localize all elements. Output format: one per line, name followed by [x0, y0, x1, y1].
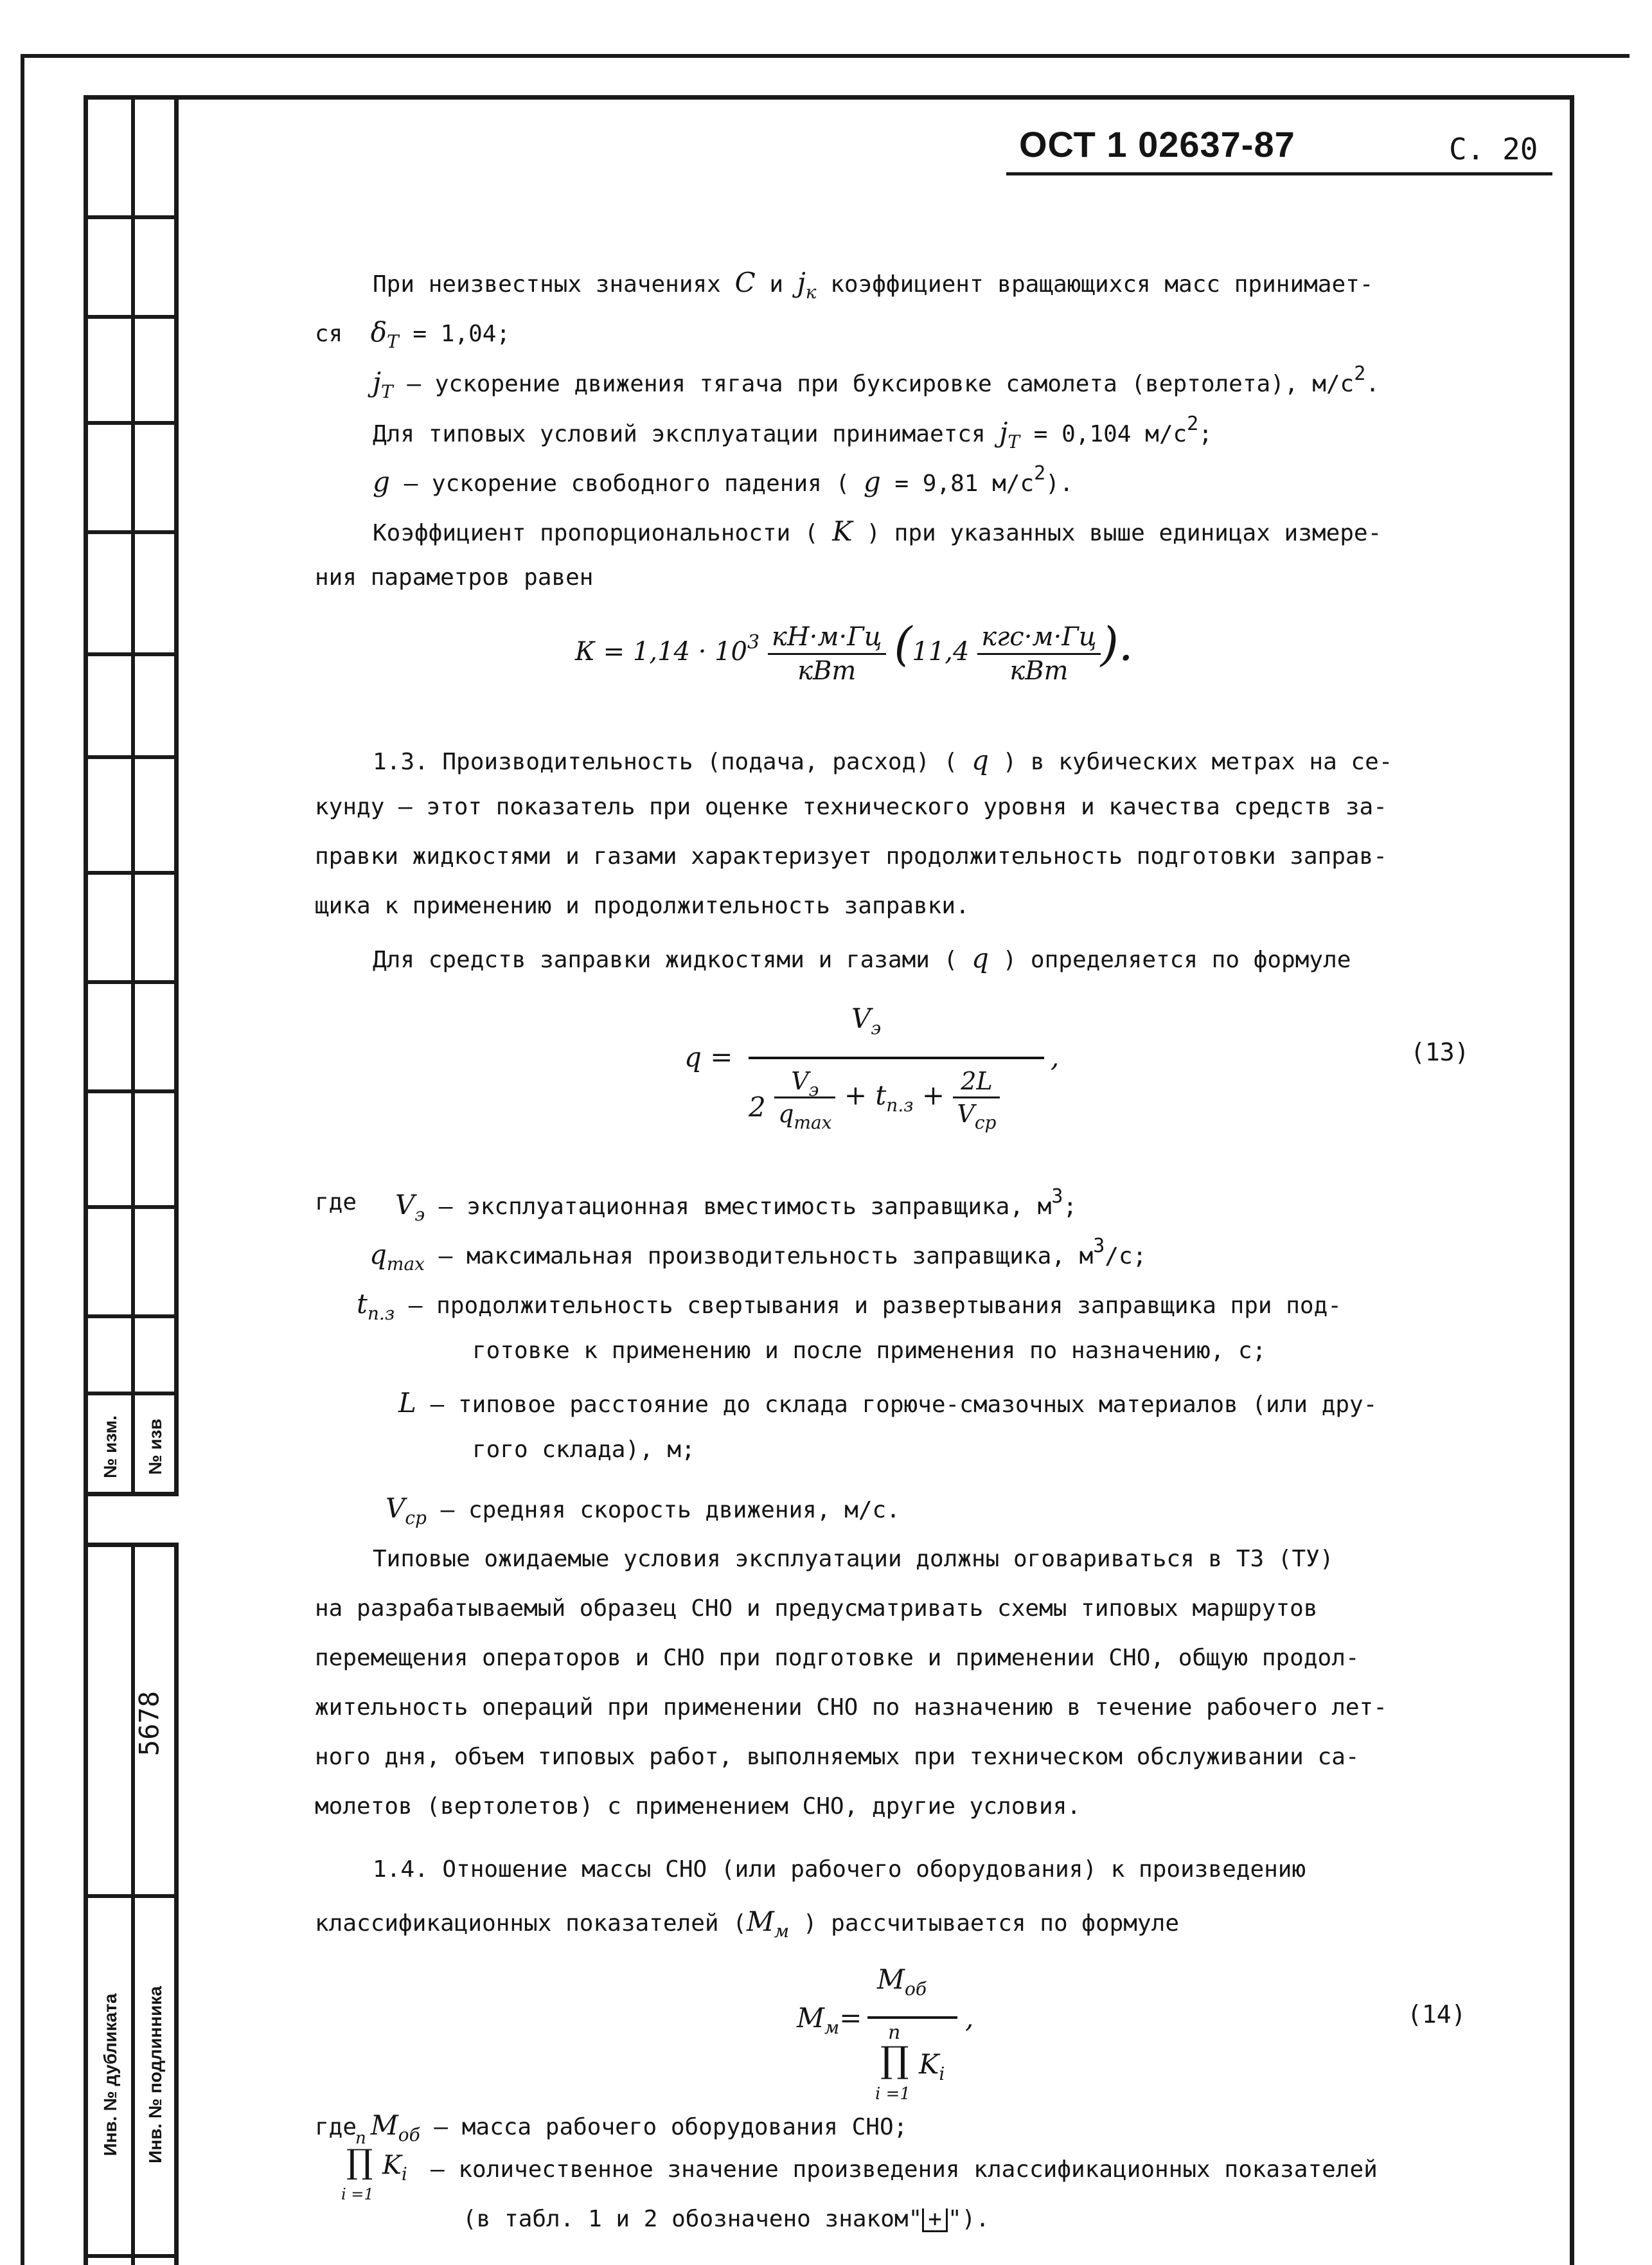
product-lower-limit: i =1 [875, 2084, 910, 2104]
product-upper-limit: n [355, 2129, 366, 2148]
text-line: $j_Т$ – ускорение движения тягача при буксировке самолета (вертолета), $м/с^2$. [373, 363, 1380, 402]
product-lower-limit: i =1 [341, 2185, 374, 2203]
subscript: Т [1008, 431, 1020, 452]
plus: + [921, 1079, 945, 1111]
text-segment: – максимальная производительность заправщика, м [438, 1243, 1094, 1269]
plus: + [844, 1079, 867, 1111]
fraction-numerator: 2L [953, 1067, 1000, 1098]
product-upper-limit: n [888, 2021, 901, 2044]
fraction-bar [867, 2016, 957, 2019]
text-segment: – продолжительность свертывания и развертывания заправщика при под- [408, 1293, 1342, 1319]
formula-paren: ). [1100, 617, 1133, 671]
symbol-K: K [832, 515, 853, 547]
sub-fraction [774, 1067, 835, 1133]
sign-plus-boxed [922, 2208, 948, 2232]
formula-k [575, 617, 1133, 686]
symbol-q: q [972, 942, 989, 974]
superscript: 2 [1187, 413, 1199, 435]
revision-stamp [84, 95, 179, 1496]
subscript: п.з [367, 1303, 395, 1324]
text-segment: – средняя скорость движения, м/с. [440, 1497, 900, 1523]
symbol-g: g [863, 466, 881, 497]
symbol-j: j [373, 366, 382, 398]
symbol-M: M [746, 1906, 774, 1937]
text-segment: = 1,04; [413, 321, 511, 347]
stamp-inv-number: 5678 [133, 1690, 165, 1757]
subscript: Т [387, 331, 399, 352]
symbol-V: V [395, 1189, 415, 1221]
text-segment: ) определяется по формуле [1002, 947, 1351, 973]
fraction-denominator [774, 1098, 835, 1133]
symbol-L: L [398, 1387, 416, 1419]
stamp-label-podl: Инв. № подлинника [145, 1986, 165, 2163]
text-segment: /с; [1105, 1243, 1147, 1269]
text-line: перемещения операторов и СНО при подготовке и применении СНО, общую продол- [315, 1645, 1360, 1671]
superscript: 2 [1354, 363, 1366, 385]
text-segment: "). [947, 2206, 990, 2232]
text-line [315, 316, 511, 352]
subscript: к [805, 282, 817, 303]
stamp-row-line [88, 1894, 174, 1898]
text-line [373, 515, 1381, 547]
var-q: q [778, 1100, 794, 1128]
definition-line [357, 1288, 1342, 1324]
stamp-row-line [88, 755, 174, 759]
formula-comma: , [1051, 1041, 1060, 1073]
stamp-row-line [88, 530, 174, 534]
text-segment: При неизвестных значениях [373, 271, 721, 298]
symbol-q: q [369, 1239, 387, 1270]
text-segment: 1.3. Производительность (подача, расход) ( [373, 749, 958, 775]
text-line [373, 942, 1351, 974]
header-rule [1006, 172, 1552, 175]
var-V: V [791, 1067, 809, 1095]
text-line: g – ускорение свободного падения ( g = 9,81 $м/с^2$). [373, 462, 1074, 497]
definition-line [369, 1235, 1147, 1275]
symbol-q: q [972, 744, 989, 776]
fraction-numerator: кгс·м·Гц [977, 622, 1101, 655]
var-t: t [875, 1079, 887, 1111]
text-line: Для типовых условий эксплуатации принимается $j_Т = 0,104$ $м/с^2$; [373, 413, 1212, 452]
stamp-label-izm: № изм. [100, 1415, 120, 1478]
text-line [315, 564, 593, 591]
formula-paren: ( [894, 617, 912, 671]
text-segment: Для типовых условий эксплуатации принимается [373, 421, 986, 447]
formula-comma: , [965, 2002, 974, 2034]
text-line: жительность операций при применении СНО по назначению в течение рабочего лет- [315, 1694, 1387, 1721]
subscript: ср [405, 1507, 427, 1528]
stamp-row-line [88, 315, 174, 319]
sign-plus-char: + [928, 2206, 942, 2232]
stamp-row-line [88, 1392, 174, 1395]
text-segment: – ускорение движения тягача при буксировке самолета (вертолета), м/с [407, 371, 1354, 397]
text-segment: – типовое расстояние до склада горюче-смазочных материалов (или дру- [430, 1392, 1378, 1418]
text-line: ного дня, объем типовых работ, выполняемых при техническом обслуживании са- [315, 1744, 1360, 1770]
stamp-label-izv: № изв [145, 1419, 165, 1475]
text-line: 1.4. Отношение массы СНО (или рабочего оборудования) к произведению [373, 1856, 1306, 1883]
subscript: ср [974, 1112, 997, 1133]
fraction-denominator [953, 1098, 1000, 1133]
text-line: Типовые ожидаемые условия эксплуатации должны оговариваться в ТЗ (ТУ) [373, 1546, 1334, 1572]
stamp-row-line [88, 215, 174, 219]
text-line: правки жидкостями и газами характеризует продолжительность подготовки заправ- [315, 843, 1387, 870]
formula-denominator [869, 2021, 965, 2105]
subscript: м [824, 2017, 840, 2038]
stamp-row-line [88, 421, 174, 425]
superscript: 3 [1051, 1185, 1063, 1208]
fraction-numerator [774, 1067, 835, 1098]
subscript: об [398, 2124, 420, 2145]
text-segment: коэффициент вращающихся масс принимает- [830, 271, 1374, 298]
text-segment: – количественное значение произведения классификационных показателей [431, 2156, 1378, 2183]
text-line [315, 1189, 357, 1215]
formula-fraction [768, 622, 886, 686]
definition-line [398, 1387, 1377, 1419]
fraction-denominator: кВт [1009, 656, 1069, 686]
subscript: i [401, 2163, 407, 2185]
formula-numerator [851, 1003, 882, 1039]
symbol-delta: δ [370, 316, 387, 348]
stamp-label-dubl: Инв. № дубликата [100, 1993, 120, 2156]
page-number: С. 20 [1449, 132, 1538, 166]
formula-denominator [749, 1067, 1000, 1133]
equation-number: (13) [1410, 1038, 1470, 1066]
text-line [463, 2206, 990, 2232]
var-K [382, 2151, 407, 2185]
sub-fraction [953, 1067, 1000, 1133]
text-segment: ния параметров равен [315, 564, 594, 591]
subscript: i [939, 2063, 945, 2084]
text-line: молетов (вертолетов) с применением СНО, другие условия. [315, 1793, 1081, 1820]
stamp-row-line [88, 1089, 174, 1093]
fraction-numerator: кН·м·Гц [768, 622, 886, 655]
stamp-row-line [88, 1205, 174, 1209]
text-line: щика к применению и продолжительность заправки. [315, 893, 970, 919]
coefficient: 2 [749, 1091, 766, 1123]
symbol-M: M [370, 2109, 398, 2141]
stamp-row-line [88, 2254, 174, 2258]
subscript: об [905, 1978, 927, 2000]
symbol-g: g [373, 466, 390, 497]
stamp-divider [131, 100, 135, 1492]
product-sign: ∏ [880, 2039, 909, 2081]
inventory-stamp [84, 1543, 179, 2265]
text-line [373, 267, 1374, 303]
superscript: 3 [1093, 1235, 1105, 1257]
text-segment: = 0,104 м/с [1033, 421, 1187, 447]
symbol-j: j [999, 416, 1008, 448]
formula-lhs: q = [684, 1041, 733, 1073]
formula-coefficient: 11,4 [912, 637, 970, 667]
subscript: э [808, 1079, 819, 1100]
text-segment: – эксплуатационная вместимость заправщика, м [438, 1194, 1052, 1220]
var-K [919, 2048, 945, 2084]
product-sign: ∏ [346, 2143, 373, 2181]
formula-exponent: 3 [747, 631, 760, 654]
fraction-bar [749, 1057, 1044, 1059]
product-symbol-block [337, 2129, 414, 2206]
formula-lhs: К = 1,14 · 10 [575, 637, 748, 667]
text-segment: ся [315, 321, 343, 347]
subscript: max [794, 1112, 832, 1133]
text-line: гого склада), м; [472, 1437, 695, 1463]
symbol-t: t [357, 1288, 368, 1320]
text-line: готовке к применению и после применения по назначению, с; [472, 1338, 1266, 1364]
subscript: э [871, 1017, 882, 1039]
text-segment: где [315, 1189, 357, 1215]
text-line: кунду – этот показатель при оценке технического уровня и качества средств за- [315, 794, 1387, 820]
subscript: Т [381, 381, 393, 402]
text-line: на разрабатываемый образец СНО и предусматривать схемы типовых маршрутов [315, 1595, 1318, 1622]
text-segment: классификационных показателей ( [315, 1910, 747, 1937]
text-segment: где [315, 2114, 357, 2140]
superscript: 2 [1034, 462, 1046, 485]
symbol-c: C [734, 267, 756, 298]
subscript: э [414, 1204, 425, 1225]
stamp-row-line [88, 1314, 174, 1318]
var-M: M [797, 2002, 825, 2034]
text-segment: ) при указанных выше единицах измере- [866, 520, 1382, 546]
formula-fraction [977, 622, 1101, 686]
text-segment: и [769, 271, 784, 298]
text-segment: Для средств заправки жидкостями и газами ( [373, 947, 958, 973]
text-segment: = 9,81 м/с [894, 470, 1035, 497]
stamp-row-line [88, 871, 174, 875]
var-V: V [957, 1100, 975, 1128]
symbol-j: j [797, 267, 806, 298]
symbol-V: V [386, 1492, 405, 1524]
var-K-letter: K [919, 2048, 939, 2080]
formula-lhs [797, 2002, 862, 2038]
stamp-divider [131, 1547, 135, 2265]
text-segment: ) рассчитывается по формуле [803, 1910, 1180, 1937]
var-V: V [851, 1003, 871, 1034]
document-code: ОСТ 1 02637-87 [1019, 124, 1295, 165]
fraction-denominator: кВт [797, 656, 857, 686]
text-segment: – масса рабочего оборудования СНО; [434, 2114, 908, 2140]
subscript: max [386, 1253, 425, 1275]
subscript: м [774, 1920, 790, 1942]
subscript: п.з [886, 1094, 914, 1116]
var-M: M [877, 1964, 905, 1995]
equation-number: (14) [1407, 2000, 1466, 2028]
stamp-row-line [88, 980, 174, 984]
definition-line: $V_э$ – эксплуатационная вместимость заправщика, $м^3$; [395, 1185, 1078, 1225]
text-line [315, 1906, 1180, 1942]
text-segment: – ускорение свободного падения ( [404, 470, 850, 497]
equals: = [839, 2002, 862, 2034]
stamp-row-line [88, 652, 174, 656]
definition-line [431, 2156, 1378, 2183]
definition-line [386, 1492, 900, 1528]
text-segment: ) в кубических метрах на се- [1002, 749, 1393, 775]
formula-numerator [877, 1964, 927, 2000]
text-segment: (в табл. 1 и 2 обозначено знаком" [463, 2206, 923, 2232]
text-line [373, 744, 1392, 776]
text-segment: Коэффициент пропорциональности ( [373, 520, 819, 546]
var-K-letter: K [382, 2151, 402, 2180]
